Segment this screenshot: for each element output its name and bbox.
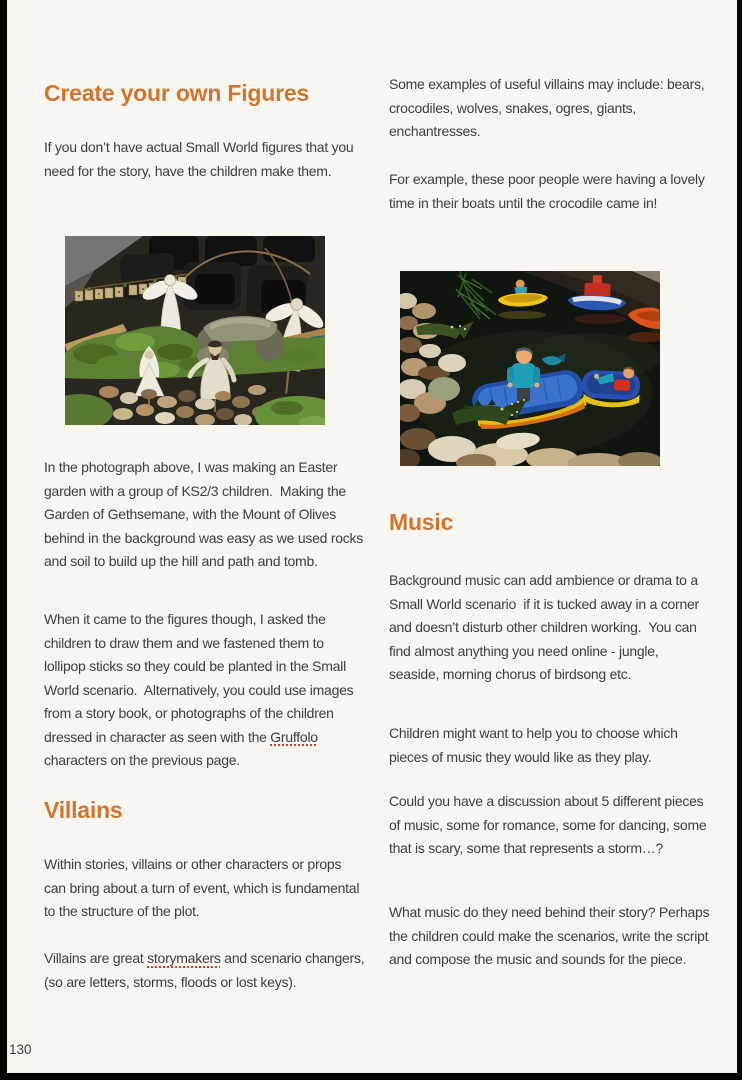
right-edge-bar xyxy=(737,0,742,1080)
para-discussion-music: Could you have a discussion about 5 different pieces of music, some for romance, some for dancing, some that is scary, some that represents a storm…? xyxy=(389,793,711,856)
para-villains2-before: Villains are great xyxy=(44,950,148,966)
photo-easter-garden xyxy=(65,236,325,425)
para-within-stories: Within stories, villains or other characters or props can bring about a turn of event, which is fundamental to the structure of the plot. xyxy=(44,856,363,919)
para-poor-people: For example, these poor people were having a lovely time in their boats until the crocodile came in! xyxy=(389,171,709,211)
heading-music: Music xyxy=(389,509,454,535)
para-photograph-above: In the photograph above, I was making an Easter garden with a group of KS2/3 children. Making the Garden of Gethsemane, with the Mount of Olives behind in the background was easy as we used rocks and soil to build up the hill and path and tomb. xyxy=(44,459,367,569)
easter-garden-illustration xyxy=(65,236,325,425)
bottom-edge-bar xyxy=(0,1073,742,1080)
para-what-music: What music do they need behind their story? Perhaps the children could make the scenarios, write the script and compose the music and sounds for the piece. xyxy=(389,904,713,967)
para-when-it-came xyxy=(44,608,366,773)
heading-create-your-own-figures: Create your own Figures xyxy=(44,80,310,106)
para-villains-are-great xyxy=(44,947,366,994)
para-intro-figures: If you don’t have actual Small World figures that you need for the story, have the children make them. xyxy=(44,139,358,179)
boats-illustration xyxy=(400,271,660,466)
para-figures-before: When it came to the figures though, I asked the children to draw them and we fastened them to lollipop sticks so they could be planted in the Small World scenario. Alternatively, you could use images from a story book, or photographs of the children dressed in character as seen with the xyxy=(44,611,358,745)
para-useful-villains: Some examples of useful villains may include: bears, crocodiles, wolves, snakes, ogres, giants, enchantresses. xyxy=(389,76,709,139)
left-edge-bar xyxy=(0,0,7,1080)
misspelled-word-gruffolo: Gruffolo xyxy=(270,728,318,745)
photo-boats-crocodile xyxy=(400,271,660,466)
page-number: 130 xyxy=(9,1042,32,1057)
para-background-music: Background music can add ambience or drama to a Small World scenario if it is tucked away in a corner and doesn’t disturb other children working. You can find almost anything you need online - jungle, seaside, morning chorus of birdsong etc. xyxy=(389,572,703,682)
para-figures-after: characters on the previous page. xyxy=(44,728,322,768)
para-children-choose: Children might want to help you to choose which pieces of music they would like as they play. xyxy=(389,725,682,765)
heading-villains: Villains xyxy=(44,797,123,823)
misspelled-word-storymakers: storymakers xyxy=(147,950,221,966)
para-villains2-after: and scenario changers, (so are letters, storms, floods or lost keys). xyxy=(44,950,368,990)
